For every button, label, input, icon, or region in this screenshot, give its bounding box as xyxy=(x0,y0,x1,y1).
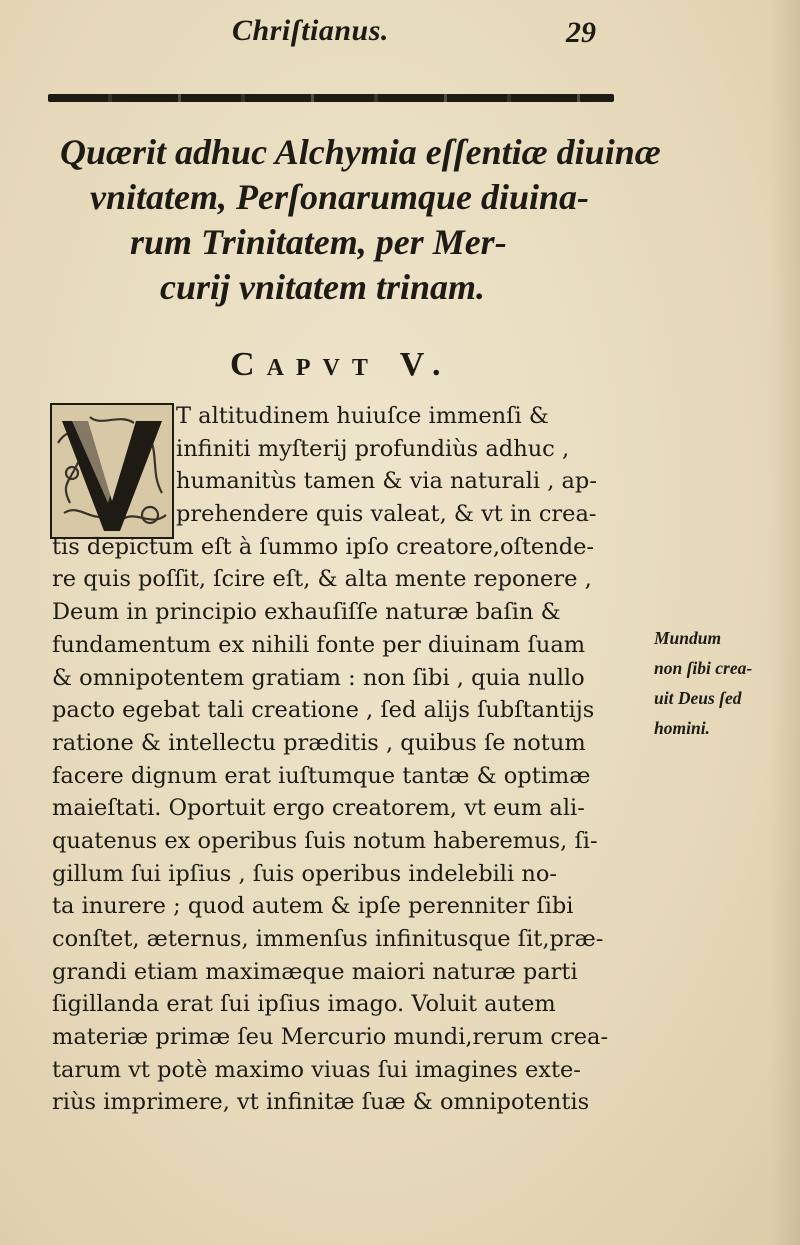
text-line: infiniti myſterij profundiùs adhuc , xyxy=(176,435,570,462)
text-line: tarum vt potè maximo viuas ſui imagines exte- xyxy=(52,1056,581,1083)
text-line: gillum ſui ipſius , ſuis operibus indelebili no- xyxy=(52,860,557,887)
chapter-word: APVT xyxy=(266,355,380,381)
section-title-line: curij vnitatem trinam. xyxy=(160,267,486,307)
text-line: facere dignum erat iuſtumque tantæ & optimæ xyxy=(52,762,591,789)
chapter-first-letter: C xyxy=(230,346,267,383)
page-number: 29 xyxy=(566,16,596,49)
margin-note-line: Mundum xyxy=(654,628,722,648)
text-line: ta inurere ; quod autem & ipſe perenniter ſibi xyxy=(52,893,574,920)
text-line: & omnipotentem gratiam : non ſibi , quia nullo xyxy=(52,664,585,691)
running-head xyxy=(0,14,800,54)
margin-note-line: uit Deus ſed xyxy=(654,688,742,708)
text-line: prehendere quis valeat, & vt in crea- xyxy=(176,501,597,528)
section-title-line: Quærit adhuc Alchymia eſſentiæ diuinæ xyxy=(60,132,661,172)
text-line: humanitùs tamen & via naturali , ap- xyxy=(176,468,597,495)
text-line: re quis poſſit, ſcire eſt, & alta mente reponere , xyxy=(52,566,592,593)
text-line: maieſtati. Oportuit ergo creatorem, vt eum ali- xyxy=(52,795,585,822)
section-title-line: rum Trinitatem, per Mer- xyxy=(130,222,507,262)
text-line: Deum in principio exhauſiſſe naturæ baſin & xyxy=(52,599,561,626)
ornamental-rule xyxy=(48,94,614,102)
section-title xyxy=(60,130,661,310)
text-line: riùs imprimere, vt infinitæ ſuæ & omnipotentis xyxy=(52,1089,590,1116)
chapter-heading xyxy=(230,346,452,384)
running-title: Chriſtianus. xyxy=(232,14,389,47)
text-line: ratione & intellectu præditis , quibus ſe notum xyxy=(52,729,586,756)
page-edge-shadow xyxy=(770,0,800,1245)
text-line: materiæ primæ ſeu Mercurio mundi,rerum crea- xyxy=(52,1024,609,1051)
margin-note-line: homini. xyxy=(654,718,710,738)
body-text xyxy=(52,400,632,1119)
margin-note-line: non ſibi crea- xyxy=(654,658,753,678)
text-line: quatenus ex operibus ſuis notum haberemus, ſi- xyxy=(52,827,598,854)
text-line: grandi etiam maximæque maiori naturæ parti xyxy=(52,958,578,985)
text-line: tis depictum eſt à ſummo ipſo creatore,oſtende- xyxy=(52,533,595,560)
text-line: pacto egebat tali creatione , ſed alijs ſubſtantijs xyxy=(52,697,595,724)
text-line: conſtet, æternus, immenſus infinitusque ſit,præ- xyxy=(52,926,604,952)
text-line: ſigillanda erat ſui ipſius imago. Voluit autem xyxy=(52,991,556,1018)
text-line: T altitudinem huiuſce immenſi & xyxy=(176,403,549,429)
text-line: fundamentum ex nihili fonte per diuinam ſuam xyxy=(52,631,586,658)
chapter-numeral: V. xyxy=(399,346,453,383)
section-title-line: vnitatem, Perſonarumque diuina- xyxy=(90,177,590,217)
